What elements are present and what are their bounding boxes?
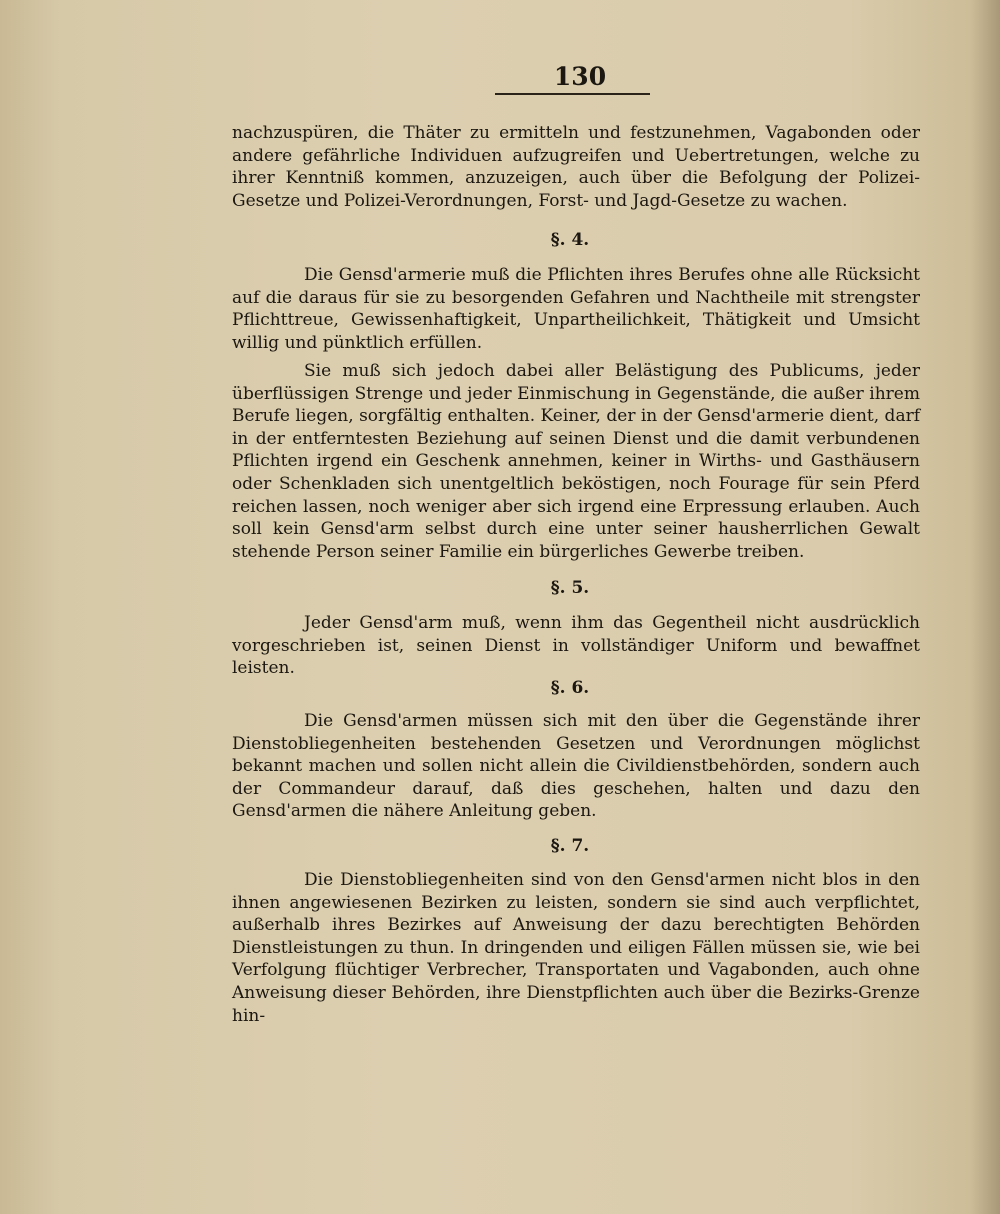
section-heading-7: §. 7.	[550, 836, 590, 856]
section-heading-6: §. 6.	[550, 678, 590, 698]
paragraph-s4-2: Sie muß sich jedoch dabei aller Belästigung des Publicums, jeder überflüssigen Strenge und jeder Einmischung in Gegenstände, die außer ihrem Berufe liegen, sorgfältig enthalten. Keiner, der in der Gensd'armerie dient, darf in der entferntesten Beziehung auf seinen Dienst und die damit verbundenen Pflichten irgend ein Geschenk annehmen, keiner in Wirths- und Gasthäusern oder Schenkladen sich unentgeltlich beköstigen, noch Fourage für sein Pferd reichen lassen, noch weniger aber sich irgend eine Erpressung erlauben. Auch soll kein Gensd'arm selbst durch eine unter seiner hausherrlichen Gewalt stehende Person seiner Familie ein bürgerliches Gewerbe treiben.	[232, 361, 920, 562]
section-heading-4: §. 4.	[550, 230, 590, 250]
paragraph-s4-1: Die Gensd'armerie muß die Pflichten ihres Berufes ohne alle Rücksicht auf die daraus für sie zu besorgenden Gefahren und Nachtheile mit strengster Pflichttreue, Gewissenhaftigkeit, Unpartheilichkeit, Thätigkeit und Umsicht willig und pünktlich erfüllen.	[232, 265, 920, 353]
page-number: 130	[553, 62, 607, 91]
header-rule	[495, 93, 650, 95]
paragraph-s5-1: Jeder Gensd'arm muß, wenn ihm das Gegentheil nicht ausdrücklich vorgeschrieben ist, seinen Dienst in vollständiger Uniform und bewaffnet leisten.	[232, 613, 920, 679]
paragraph-intro: nachzuspüren, die Thäter zu ermitteln und festzunehmen, Vagabonden oder andere gefährliche Individuen aufzugreifen und Uebertretungen, welche zu ihrer Kenntniß kommen, anzuzeigen, auch über die Befolgung der Polizei-Gesetze und Polizei-Verordnungen, Forst- und Jagd-Gesetze zu wachen.	[232, 123, 920, 211]
section-heading-5: §. 5.	[550, 578, 590, 598]
paragraph-s7-1: Die Dienstobliegenheiten sind von den Gensd'armen nicht blos in den ihnen angewiesenen Bezirken zu leisten, sondern sie sind auch verpflichtet, außerhalb ihres Bezirkes auf Anweisung der dazu berechtigten Behörden Dienstleistungen zu thun. In dringenden und eiligen Fällen müssen sie, wie bei Verfolgung flüchtiger Verbrecher, Transportaten und Vagabonden, auch ohne Anweisung dieser Behörden, ihre Dienstpflichten auch über die Bezirks-Grenze hin-	[232, 870, 920, 1026]
paragraph-s6-1: Die Gensd'armen müssen sich mit den über die Gegenstände ihrer Dienstobliegenheiten bestehenden Gesetzen und Verordnungen möglichst bekannt machen und sollen nicht allein die Civildienstbehörden, sondern auch der Commandeur darauf, daß dies geschehen, halten und dazu den Gensd'armen die nähere Anleitung geben.	[232, 711, 920, 822]
